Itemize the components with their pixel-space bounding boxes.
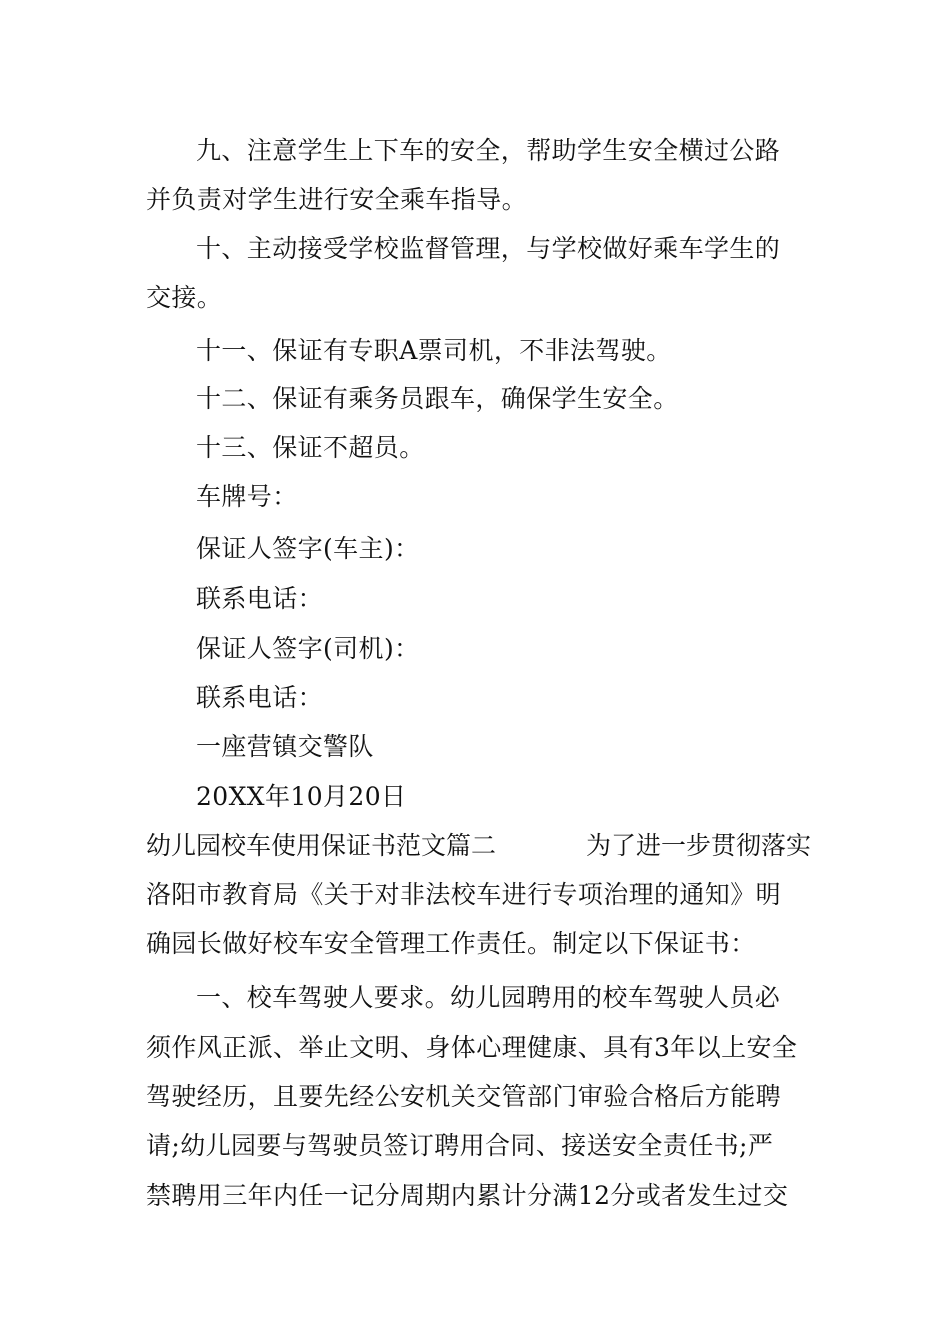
driver-signature-label: 保证人签字(司机)：: [196, 634, 420, 663]
owner-signature-label: 保证人签字(车主)：: [196, 534, 420, 563]
item-10-line-1: 十、主动接受学校监督管理，与学校做好乘车学生的: [196, 234, 781, 263]
item-9-line-1: 九、注意学生上下车的安全，帮助学生安全横过公路: [196, 136, 781, 165]
item-1-line-4: 请;幼儿园要与驾驶员签订聘用合同、接送安全责任书;严: [146, 1131, 774, 1160]
owner-phone-label: 联系电话：: [196, 584, 324, 613]
driver-phone-label: 联系电话：: [196, 683, 324, 712]
item-10-line-2: 交接。: [146, 283, 223, 312]
item-11: 十一、保证有专职A票司机，不非法驾驶。: [196, 336, 672, 365]
item-12: 十二、保证有乘务员跟车，确保学生安全。: [196, 384, 679, 413]
issuer-name: 一座营镇交警队: [196, 732, 374, 761]
item-1-line-2: 须作风正派、举止文明、身体心理健康、具有3年以上安全: [146, 1033, 798, 1062]
item-1-line-1: 一、校车驾驶人要求。幼儿园聘用的校车驾驶人员必: [196, 983, 781, 1012]
item-9-line-2: 并负责对学生进行安全乘车指导。: [146, 185, 528, 214]
document-date: 20XX年10月20日: [196, 782, 407, 811]
section-2-heading: 幼儿园校车使用保证书范文篇二: [146, 831, 497, 860]
intro-line-3: 确园长做好校车安全管理工作责任。制定以下保证书：: [146, 929, 756, 958]
item-1-line-5: 禁聘用三年内任一记分周期内累计分满12分或者发生过交: [146, 1181, 789, 1210]
section-2-first-line: [146, 831, 811, 861]
intro-line-2: 洛阳市教育局《关于对非法校车进行专项治理的通知》明: [146, 880, 782, 909]
intro-line-1-tail: 为了进一步贯彻落实: [585, 831, 811, 860]
item-13: 十三、保证不超员。: [196, 433, 425, 462]
item-1-line-3: 驾驶经历，且要先经公安机关交管部门审验合格后方能聘: [146, 1082, 782, 1111]
license-plate-label: 车牌号：: [196, 482, 298, 511]
